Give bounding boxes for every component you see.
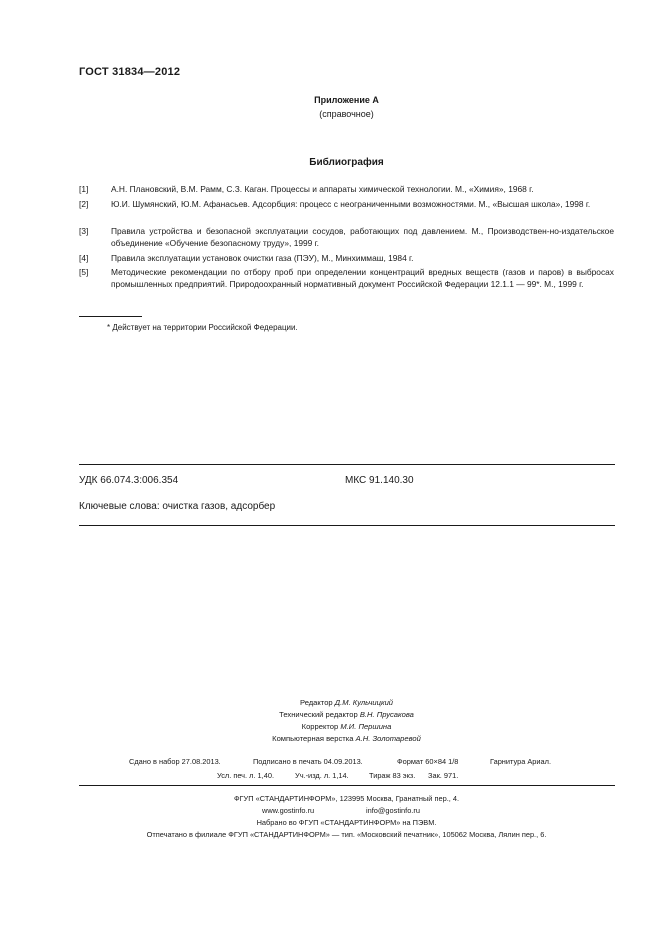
credit-label: Технический редактор — [279, 710, 358, 719]
printed-sheets: Усл. печ. л. 1,40. — [217, 771, 274, 780]
credit-name: М.И. Першина — [340, 722, 392, 731]
format-fraction: 1/8 — [448, 757, 459, 766]
publisher-email: info@gostinfo.ru — [366, 806, 420, 815]
credit-label: Корректор — [301, 722, 339, 731]
bibliography-item-number: [5] — [79, 267, 89, 277]
bibliography-item-number: [3] — [79, 226, 89, 236]
bibliography-item-text: Правила эксплуатации установок очистки газа (ПЭУ), М., Минхиммаш, 1984 г. — [111, 253, 414, 263]
bibliography-item — [79, 199, 614, 223]
typesetting-note: Набрано во ФГУП «СТАНДАРТИНФОРМ» на ПЭВМ. — [256, 818, 437, 827]
typeface: Гарнитура Ариал. — [490, 757, 552, 766]
bibliography-item-number: [1] — [79, 184, 89, 194]
bibliography-item-number: [4] — [79, 253, 89, 263]
credit-name: В.Н. Прусакова — [359, 710, 414, 719]
bibliography-item-text: А.Н. Плановский, В.М. Рамм, С.З. Каган. Процессы и аппараты химической технологии. М., «Химия», 1968 г. — [111, 184, 534, 194]
keywords: Ключевые слова: очистка газов, адсорбер — [79, 501, 276, 512]
classification-bottom-rule — [79, 525, 615, 526]
paper-format — [397, 757, 458, 766]
udk-code: УДК 66.074.3:006.354 — [79, 475, 179, 486]
credit-editor — [79, 698, 614, 707]
publisher-rule — [79, 785, 615, 786]
mks-code: МКС 91.140.30 — [345, 475, 414, 486]
bibliography-item-text: Ю.И. Шумянский, Ю.М. Афанасьев. Адсорбция: процесс с неограниченными возможностями. М., «Высшая школа», 1998 г. — [111, 199, 591, 209]
printing-house: Отпечатано в филиале ФГУП «СТАНДАРТИНФОРМ» — тип. «Московский печатник», 105062 Москва, Лялин пер., 6. — [146, 830, 547, 839]
credit-name: Д.М. Кульчицкий — [334, 698, 394, 707]
classification-top-rule — [79, 464, 615, 465]
bibliography-item — [79, 267, 614, 303]
publisher-address: ФГУП «СТАНДАРТИНФОРМ», 123995 Москва, Гранатный пер., 4. — [233, 794, 460, 803]
credit-name: А.Н. Золотаревой — [355, 734, 421, 743]
appendix-note: (справочное) — [319, 109, 374, 119]
appendix-title: Приложение А — [314, 95, 379, 105]
bibliography-item — [79, 253, 614, 265]
credit-layout — [79, 734, 614, 743]
publisher-website: www.gostinfo.ru — [262, 806, 315, 815]
bibliography-item — [79, 184, 614, 196]
credit-tech-editor — [79, 710, 614, 719]
bibliography-title: Библиография — [309, 157, 384, 168]
order-number: Зак. 971. — [428, 771, 459, 780]
bibliography-item-text: Правила устройства и безопасной эксплуатации сосудов, работающих под давлением. М., Производствен-но-издательское объединение «Обучение безопасному труду», 1999 г. — [111, 226, 614, 248]
format-label: Формат 60×84 — [397, 757, 447, 766]
submitted-date: Сдано в набор 27.08.2013. — [129, 757, 221, 766]
print-run: Тираж 83 экз. — [369, 771, 416, 780]
credit-label: Редактор — [299, 698, 333, 707]
bibliography-item — [79, 226, 614, 250]
standard-number: ГОСТ 31834—2012 — [79, 66, 181, 78]
footnote-divider — [79, 316, 142, 317]
footnote: * Действует на территории Российской Федерации. — [107, 323, 298, 332]
credit-corrector — [79, 722, 614, 731]
signed-date: Подписано в печать 04.09.2013. — [253, 757, 363, 766]
credit-label: Компьютерная верстка — [272, 734, 354, 743]
edition-sheets: Уч.-изд. л. 1,14. — [295, 771, 349, 780]
bibliography-item-number: [2] — [79, 199, 89, 209]
bibliography-item-text: Методические рекомендации по отбору проб при определении концентраций вредных веществ (газов и паров) в выбросах промышленных предприятий. Природоохранный нормативный документ Российской Федерации 12.1.1 — 99*. М., 1999 г. — [111, 267, 614, 289]
